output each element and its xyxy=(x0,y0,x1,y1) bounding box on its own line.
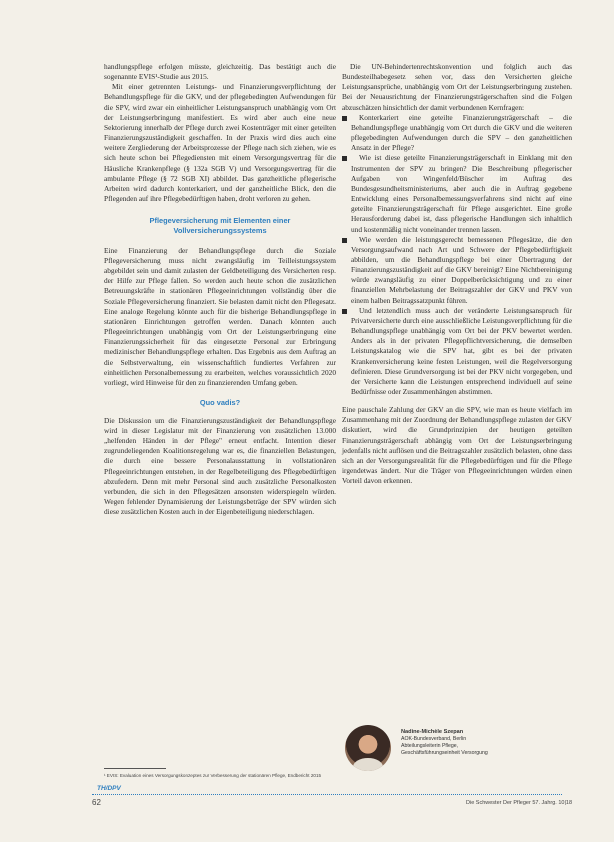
section-heading: Quo vadis? xyxy=(199,397,241,407)
section-heading-line: Vollversicherungssystems xyxy=(173,225,267,235)
paragraph: Eine Finanzierung der Behandlungspflege durch die Soziale Pflegeversicherung muss nicht zwangsläufig im Teilleistungssystem abgebildet sein und damit zulasten der Geldbeteiligung des Versicherten resp. der Hilfe zur Pflege fallen. So werden auch heute schon die zusätzlichen Betreuungskräfte in stationären Pflegeeinrichtungen vollständig über die Soziale Pflegeversicherung finanziert. Sie belasten damit nicht den Pflegesatz. Eine analoge Regelung könnte auch für die bisherige Behandlungspflege in stationären Einrichtungen getroffen werden. Danach könnten auch Pflegeeinrichtungen unabhängig vom Ort der Leistungserbringung eine Finanzierungssicherheit für das eingesetzte Personal zur Erbringung medizinischer Behandlungspflege erhalten. Das Ergebnis aus dem Auftrag an die Selbstverwaltung, ein wissenschaftlich fundiertes Verfahren zur einheitlichen Personalbemessung zu erarbeiten, welches voraussichtlich 2020 vorliegt, wird Hinweise für den zu finanzierenden Umfang geben. xyxy=(104,245,336,387)
bullet-item: Wie ist diese geteilte Finanzierungsträgerschaft in Einklang mit den Instrumenten der SPV zu bringen? Die Beschreibung pflegerischer Aufgaben von Wingenfeld/Büscher im Auftrag des Bundesgesundheitsministeriums, aber auch die in Auftrag gegebene Entwicklung eines Personalbemessungsverfahrens sind nicht auf eine geteilte Finanzierungsträgerschaft für Pflege ausgerichtet. Eine große Herausforderung dabei ist, dass pflegerische Handlungen sich inhaltlich und kostenmäßig nicht voneinander trennen lassen. xyxy=(342,153,572,234)
bullet-item: Konterkariert eine geteilte Finanzierungsträgerschaft – die Behandlungspflege unabhängig vom Ort durch die GKV und die weiteren pflegebedingten Aufwendungen durch die SPV – den ganzheitlichen Ansatz in der Pflege? xyxy=(342,113,572,154)
section-heading xyxy=(104,216,336,236)
author-info xyxy=(401,729,573,757)
author-box xyxy=(345,725,575,775)
left-column xyxy=(104,62,336,517)
paragraph: Eine pauschale Zahlung der GKV an die SPV, wie man es heute vielfach im Zusammenhang mit der Zuordnung der Behandlungspflege zulasten der GKV diskutiert, wird die Grundprinzipien der heutigen geteilten Finanzierungsträgerschaft abhängig vom Ort der Leistungserbringung jedenfalls nicht auflösen und die Beitragszahler zusätzlich belasten, ohne dass sich an der Versorgungsrealität für die Pflegebedürftigen und für die Pflege irgendetwas ändert. Nur die Träger von Pflegeeinrichtungen würden einen Vorteil davon erkennen. xyxy=(342,405,572,486)
footnote: ¹ EVIS: Evaluation eines Versorgungskonzeptes zur Verbesserung der stationären Pflege, Endbericht 2015 xyxy=(104,773,322,778)
paragraph: Die Diskussion um die Finanzierungszuständigkeit der Behandlungspflege wird in dieser Legislatur mit der Finanzierung von zusätzlichen 13.000 „helfenden Händen in der Pflege" erneut entfacht. Intention dieser zugrundeliegenden Koalitionsregelung war es, die finanziellen Belastungen, die durch eine bessere Personalausstattung in vollstationären Pflegeeinrichtungen entstehen, in der Regelbeteiligung des Pflegebedürftigen abzufedern. Denn mit mehr Personal sind auch zusätzliche Personalkosten verbunden, die sich in den Pflegesätzen ansonsten widerspiegeln würden. Wegen fehlender Dynamisierung der Leistungsbeträge der SPV würden sich diese zusätzlichen Kosten auch in der Eigenbeteiligung niederschlagen. xyxy=(104,415,336,517)
running-footer: Die Schwester Der Pfleger 57. Jahrg. 10|18 xyxy=(466,800,572,806)
author-photo xyxy=(345,725,391,771)
page-number: 62 xyxy=(92,798,101,807)
footnote-rule xyxy=(104,768,166,769)
author-role: Abteilungsleiterin Pflege, xyxy=(401,743,459,749)
section-heading-line: Pflegeversicherung mit Elementen einer xyxy=(149,216,291,226)
footer-divider xyxy=(92,794,562,795)
bullet-item: Und letztendlich muss auch der veränderte Leistungsanspruch für Privatversicherte durch eine ausschließliche Leistungsverpflichtung für die Behandlungspflege unabhängig vom Ort bei der PKV bewertet werden. Anders als in der privaten Pflegepflichtversicherung, die demselben Leistungskatalog wie die SPV hat, gibt es bei der privaten Krankenversicherung keine festen Leistungen, weil die Regelversorgung definieren. Diese Grundversorgung ist bei der PKV nicht vorgegeben, und der Versicherte kann die Leistungen entsprechend individuell auf seine Bedürfnisse oder Zusammenhängen abstimmen. xyxy=(342,306,572,397)
author-unit: Geschäftsführungseinheit Versorgung xyxy=(401,750,488,756)
publisher-logo: TH/DPV xyxy=(97,785,121,792)
paragraph: Die UN-Behindertenrechtskonvention und folglich auch das Bundesteilhabegesetz sehen vor, dass den Versicherten gleiche Leistungsansprüche, unabhängig vom Ort der Leistungserbringung zustehen. Bei der Neuausrichtung der Finanzierungsträgerschaften sind die Folgen abzuschätzen hinsichtlich der damit verbundenen Kernfragen: xyxy=(342,62,572,112)
paragraph: Mit einer getrennten Leistungs- und Finanzierungsverpflichtung der Behandlungspflege für die GKV, und der pflegebedingten Aufwendungen für die SPV, wird zwar ein einheitlicher Leistungsanspruch unabhängig vom Ort der Leistungserbringung manifestiert. Es wird aber auch eine neue Sektorierung innerhalb der Pflege durch zwei Kostenträger mit einer geteilten Finanzierungszuständigkeit geschaffen. In der Praxis wird dies auch eine weitere Zergliederung der Arbeitsprozesse der Pflege nach sich ziehen, wie es sich heute schon bei Pflegediensten mit einem Versorgungsvertrag für die Häusliche Krankenpflege (§ 132a SGB V) und Versorgungsvertrag für die ambulante Pflege (§ 72 SGB XI) abbildet. Das ganzheitliche pflegerische Arbeiten wird dadurch konterkariert, und der ganzheitliche Blick, den die Pflegenden auf ihre Pflegebedürftigen haben, droht verloren zu gehen. xyxy=(104,82,336,204)
author-name: Nadine-Michèle Szepan xyxy=(401,729,464,735)
paragraph: handlungspflege erfolgen müsste, gleichzeitig. Das bestätigt auch die sogenannte EVIS¹-Studie aus 2015. xyxy=(104,62,336,82)
bullet-item: Wie werden die leistungsgerecht bemessenen Pflegesätze, die den Versorgungsaufwand nach Art und Schwere der Pflegebedürftigkeit abbilden, um die Behandlungspflege bei einer Übertragung der Finanzierungszuständigkeit auf die GKV bereinigt? Eine Nichtbereinigung würde zwangsläufig zu einer Doppelberücksichtigung und zu einer finanziellen Mehrbelastung der Beitragszahler der GKV und PKV von einem halben Beitragssatzpunkt führen. xyxy=(342,235,572,306)
right-column xyxy=(342,62,572,486)
author-affiliation: AOK-Bundesverband, Berlin xyxy=(401,736,467,742)
